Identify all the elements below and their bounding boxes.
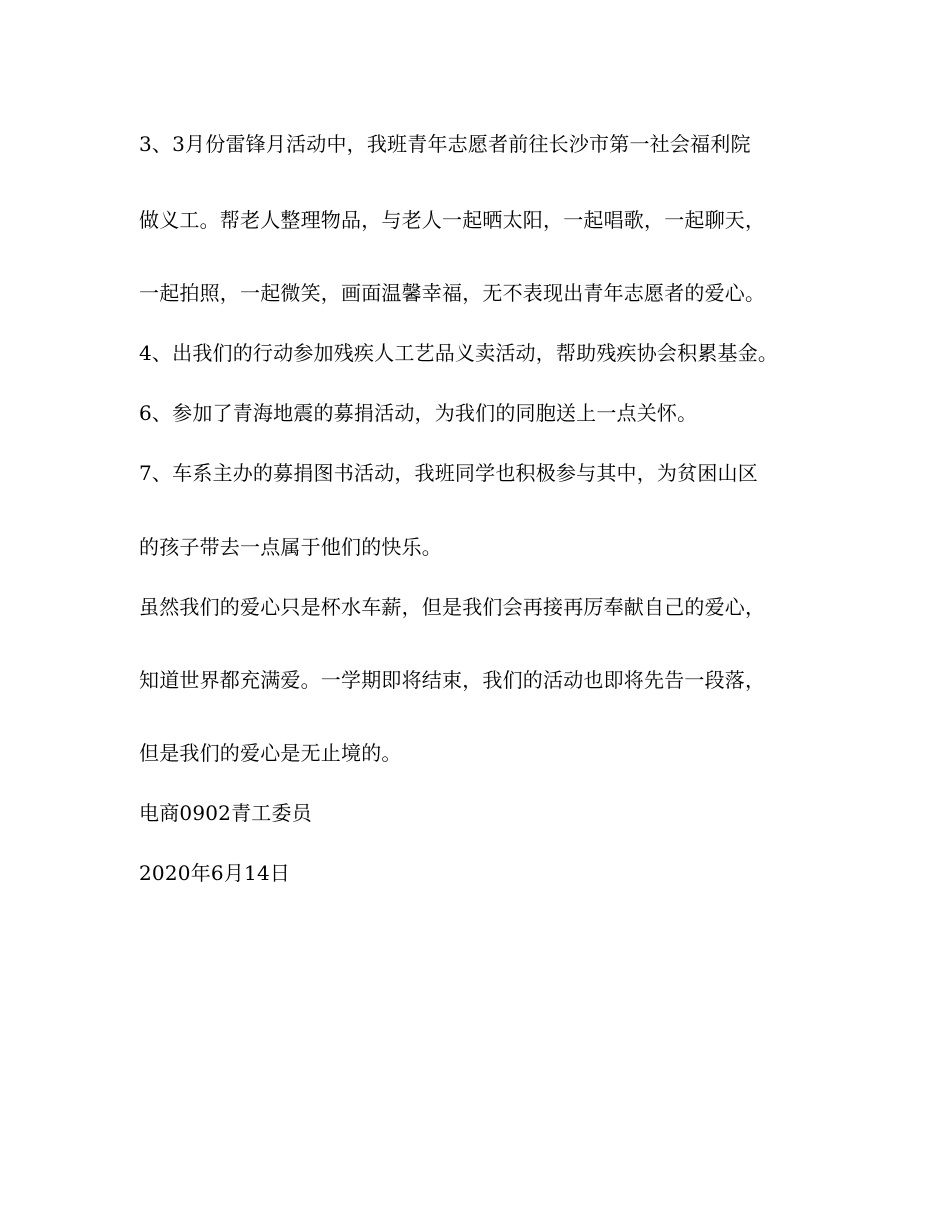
closing-paragraph-line-3: 但是我们的爱心是无止境的。 (139, 741, 402, 765)
date-line: 2020年6月14日 (139, 861, 291, 885)
item-3-line-3: 一起拍照，一起微笑，画面温馨幸福，无不表现出青年志愿者的爱心。 (139, 281, 766, 305)
item-7-line-1: 7、车系主办的募捐图书活动，我班同学也积极参与其中，为贫困山区 (139, 461, 758, 485)
item-7-line-2: 的孩子带去一点属于他们的快乐。 (139, 535, 442, 559)
item-3-line-1: 3、3月份雷锋月活动中，我班青年志愿者前往长沙市第一社会福利院 (139, 132, 751, 156)
closing-paragraph-line-2: 知道世界都充满爱。一学期即将结束，我们的活动也即将先告一段落， (139, 668, 766, 692)
item-3-line-2: 做义工。帮老人整理物品，与老人一起晒太阳，一起唱歌，一起聊天， (139, 208, 766, 232)
closing-paragraph-line-1: 虽然我们的爱心只是杯水车薪，但是我们会再接再厉奉献自己的爱心， (139, 595, 766, 619)
signature-line: 电商0902青工委员 (139, 801, 312, 825)
item-6-line: 6、参加了青海地震的募捐活动，为我们的同胞送上一点关怀。 (139, 401, 698, 425)
item-4-line: 4、出我们的行动参加残疾人工艺品义卖活动，帮助残疾协会积累基金。 (139, 341, 779, 365)
